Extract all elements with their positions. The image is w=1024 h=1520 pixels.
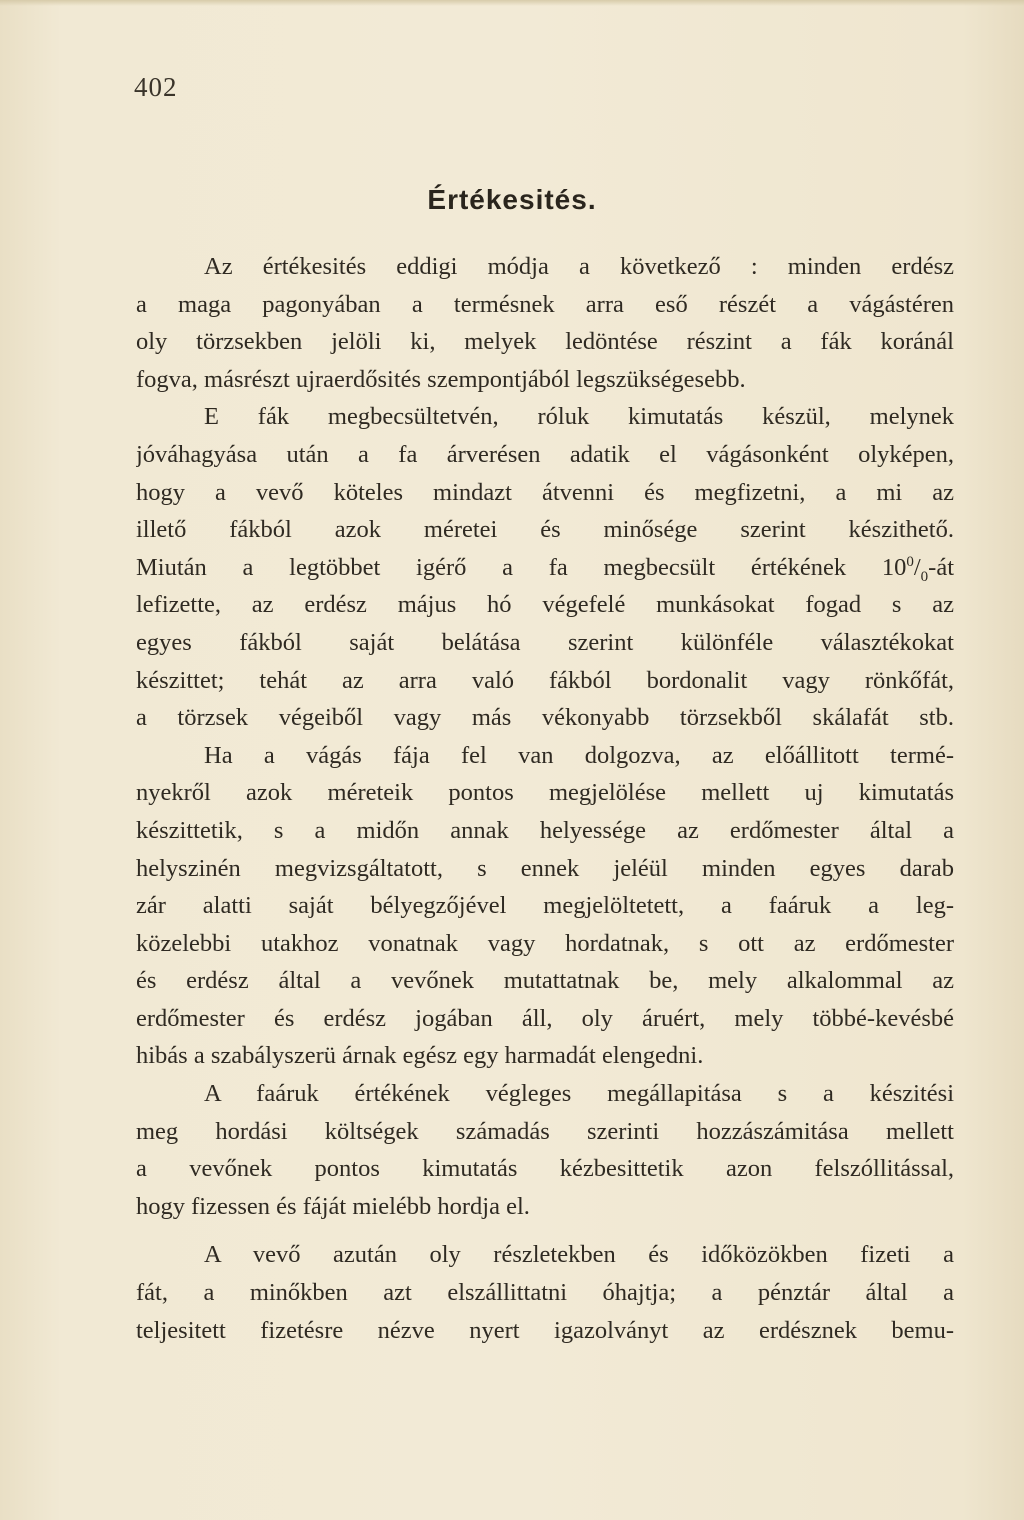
percent-slash: / [913, 553, 921, 581]
text-line: a maga pagonyában a termésnek arra eső részét a vágástéren [136, 290, 954, 318]
text-line: A vevő azután oly részletekben és időközökben fizeti a [204, 1241, 954, 1269]
text-line: hibás a szabályszerü árnak egész egy harmadát elengedni. [136, 1042, 704, 1070]
text-line [136, 549, 954, 587]
text-line: E fák megbecsültetvén, róluk kimutatás készül, melynek [204, 403, 954, 431]
text-line: oly törzsekben jelöli ki, melyek ledöntése részint a fák koránál [136, 328, 954, 356]
text-line: illető fákból azok méretei és minősége szerint készithető. [136, 516, 954, 544]
text-line: helyszinén megvizsgáltatott, s ennek jeléül minden egyes darab [136, 854, 954, 882]
text-line: egyes fákból saját belátása szerint különféle választékokat [136, 628, 954, 656]
text-line: Ha a vágás fája fel van dolgozva, az előállitott termé- [204, 741, 954, 769]
text-line: a törzsek végeiből vagy más vékonyabb törzsekből skálafát stb. [136, 704, 954, 732]
text-line: Az értékesités eddigi módja a következő : minden erdész [204, 253, 954, 280]
text-segment: -át [928, 553, 954, 581]
text-line: jóváhagyása után a fa árverésen adatik el vágásonként olyképen, [136, 440, 954, 468]
page-top-edge [0, 0, 1024, 6]
text-line: hogy a vevő köteles mindazt átvenni és megfizetni, a mi az [136, 478, 954, 506]
text-line: lefizette, az erdész május hó végefelé munkásokat fogad s az [136, 591, 954, 619]
percent-superscript: 0 [906, 553, 914, 570]
text-line: készittetik, s a midőn annak helyessége az erdőmester által a [136, 816, 954, 844]
text-line: és erdész által a vevőnek mutattatnak be, mely alkalommal az [136, 967, 954, 995]
text-segment: Miután a legtöbbet igérő a fa megbecsült értékének 10 [136, 553, 907, 581]
text-line: erdőmester és erdész jogában áll, oly áruért, mely többé-kevésbé [136, 1004, 954, 1032]
page-number: 402 [134, 72, 178, 102]
text-line: nyekről azok méreteik pontos megjelölése mellett uj kimutatás [136, 779, 954, 807]
text-line: A faáruk értékének végleges megállapitása s a készitési [204, 1080, 954, 1108]
text-line: teljesitett fizetésre nézve nyert igazolványt az erdésznek bemu- [136, 1316, 954, 1344]
section-heading: Értékesités. [427, 184, 597, 215]
percent-subscript: 0 [920, 568, 929, 585]
text-line: készittet; tehát az arra való fákból bordonalit vagy rönkőfát, [136, 666, 954, 694]
text-line: a vevőnek pontos kimutatás kézbesittetik azon felszóllitással, [136, 1155, 954, 1183]
text-line: fogva, másrészt ujraerdősités szempontjából legszükségesebb. [136, 365, 746, 393]
text-line: közelebbi utakhoz vonatnak vagy hordatnak, s ott az erdőmester [136, 929, 954, 957]
text-line: fát, a minőkben azt elszállittatni óhajtja; a pénztár által a [136, 1279, 954, 1307]
text-line: hogy fizessen és fáját mielébb hordja el. [136, 1192, 530, 1220]
text-line: meg hordási költségek számadás szerinti hozzászámitása mellett [136, 1117, 954, 1145]
body-text [136, 248, 954, 1349]
text-line: zár alatti saját bélyegzőjével megjelöltetett, a faáruk a leg- [136, 892, 954, 920]
